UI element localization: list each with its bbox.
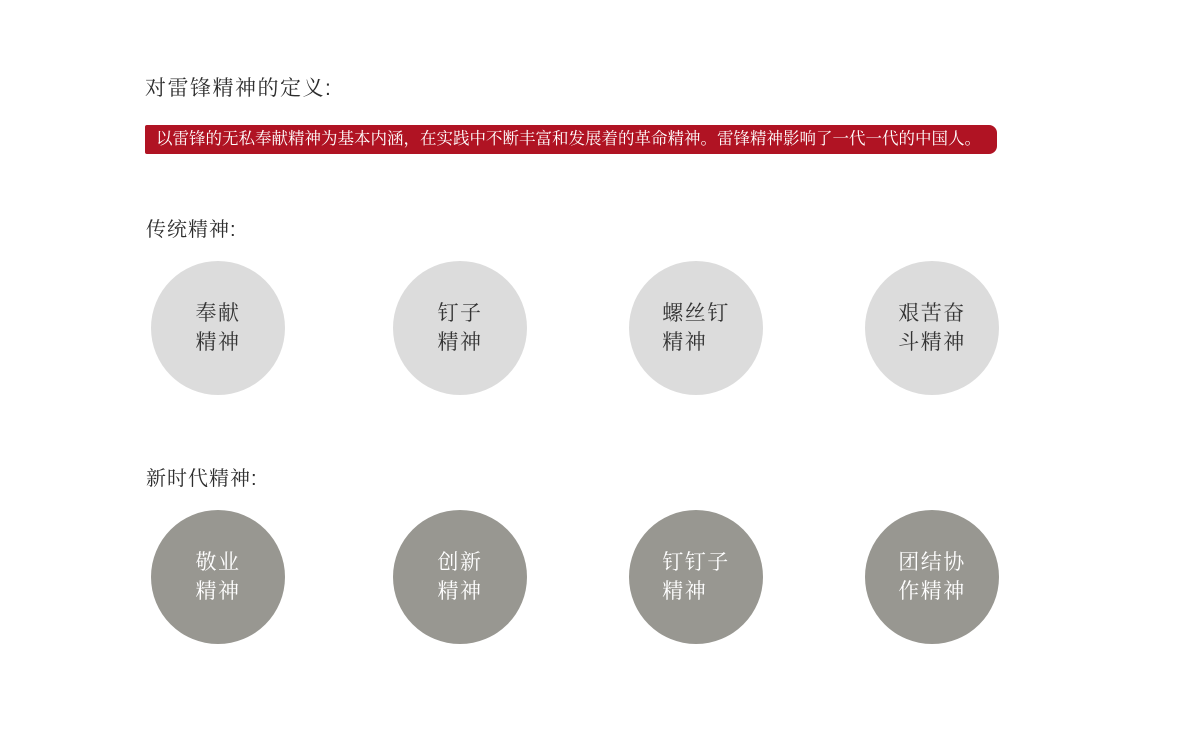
new-era-circle-innovation xyxy=(393,510,527,644)
circle-label: 创新 精神 xyxy=(437,551,483,603)
circle-label: 敬业 精神 xyxy=(195,551,241,603)
new-era-circle-nailing xyxy=(629,510,763,644)
circle-label: 螺丝钉 精神 xyxy=(662,302,730,354)
traditional-circle-nail xyxy=(393,261,527,395)
traditional-circle-screw xyxy=(629,261,763,395)
traditional-circle-dedication xyxy=(151,261,285,395)
new-era-circle-unity xyxy=(865,510,999,644)
new-era-circle-professionalism xyxy=(151,510,285,644)
page-title: 对雷锋精神的定义: xyxy=(145,77,333,100)
circle-label: 艰苦奋 斗精神 xyxy=(898,302,966,354)
section-label-new-era: 新时代精神: xyxy=(146,468,258,490)
definition-banner: 以雷锋的无私奉献精神为基本内涵，在实践中不断丰富和发展着的革命精神。雷锋精神影响了一代一代的中国人。 xyxy=(145,125,997,154)
circle-label: 奉献 精神 xyxy=(195,302,241,354)
circle-label: 钉子 精神 xyxy=(437,302,483,354)
circle-label: 钉钉子 精神 xyxy=(662,551,730,603)
circle-label: 团结协 作精神 xyxy=(898,551,966,603)
section-label-traditional: 传统精神: xyxy=(146,219,237,241)
traditional-circle-hard-work xyxy=(865,261,999,395)
